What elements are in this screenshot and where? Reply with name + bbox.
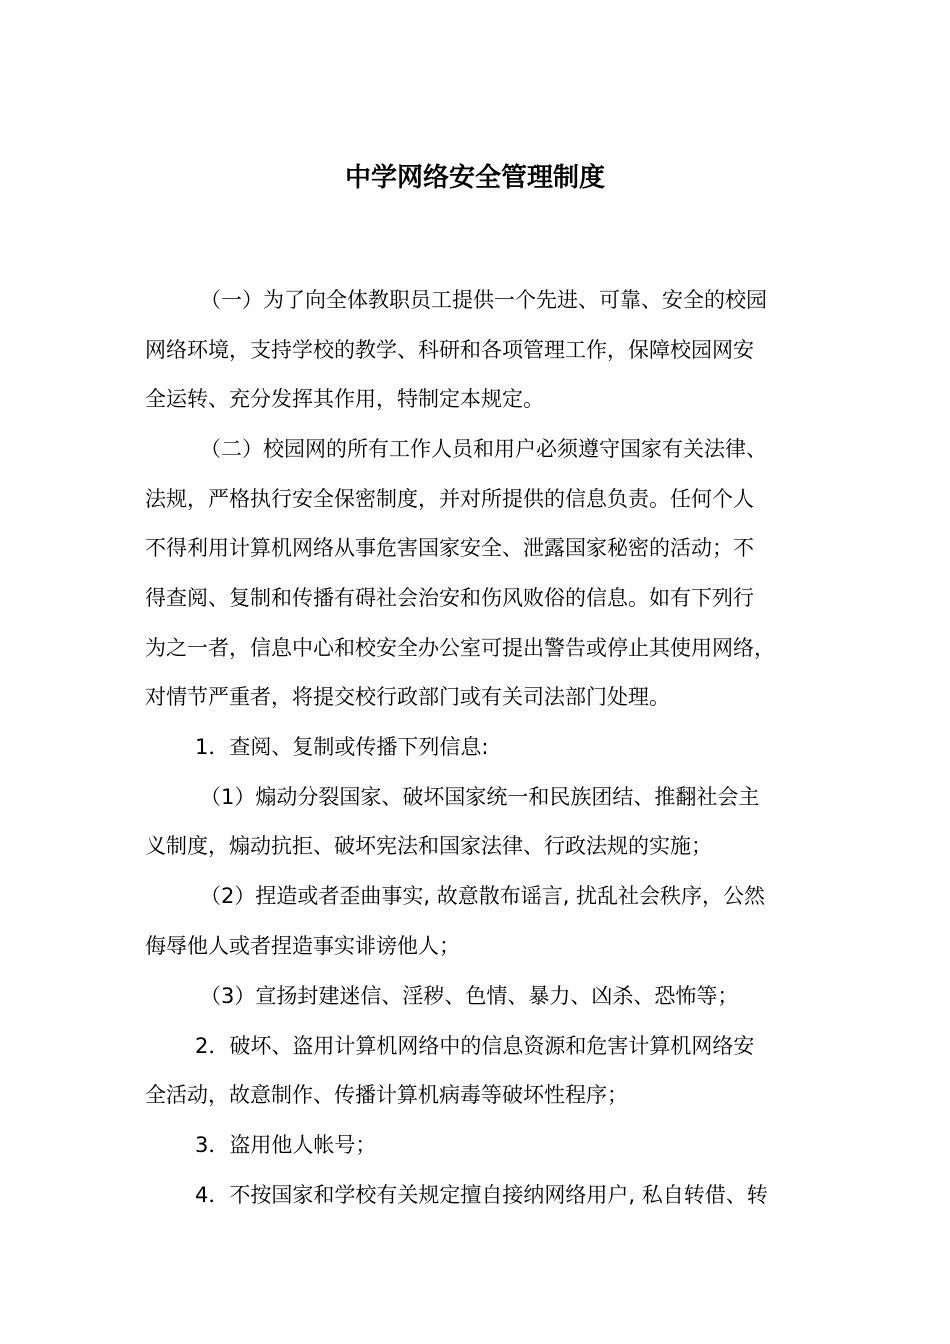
body-line: （二）校园网的所有工作人员和用户必须遵守国家有关法律、 [200,437,767,461]
list-item: （2）捏造或者歪曲事实, 故意散布谣言, 扰乱社会秩序，公然 [200,884,766,908]
body-line: 对情节严重者，将提交校行政部门或有关司法部门处理。 [145,685,670,709]
body-line: 得查阅、复制和传播有碍社会治安和伤风败俗的信息。如有下列行 [145,586,754,610]
list-item: 1．查阅、复制或传播下列信息: [195,735,489,759]
list-item: （1）煽动分裂国家、破坏国家统一和民族团结、推翻社会主 [200,785,760,809]
body-line: 义制度，煽动抗拒、破坏宪法和国家法律、行政法规的实施； [145,834,712,858]
body-line: 网络环境，支持学校的教学、科研和各项管理工作，保障校园网安 [145,338,754,362]
list-item: 2．破坏、盗用计算机网络中的信息资源和危害计算机网络安 [195,1034,755,1058]
body-line: 侮辱他人或者捏造事实诽谤他人； [145,934,460,958]
body-line: 不得利用计算机网络从事危害国家安全、泄露国家秘密的活动；不 [145,536,754,560]
body-line: （一）为了向全体教职员工提供一个先进、可靠、安全的校园 [200,288,767,312]
document-title: 中学网络安全管理制度 [344,163,605,193]
body-line: 全运转、充分发挥其作用，特制定本规定。 [145,387,544,411]
body-line: 全活动，故意制作、传播计算机病毒等破坏性程序； [145,1083,628,1107]
list-item: 3．盗用他人帐号； [195,1133,377,1157]
list-item: 4．不按国家和学校有关规定擅自接纳网络用户, 私自转借、转 [195,1183,768,1207]
list-item: （3）宣扬封建迷信、淫秽、色情、暴力、凶杀、恐怖等； [200,984,739,1008]
body-line: 为之一者，信息中心和校安全办公室可提出警告或停止其使用网络， [145,636,775,660]
body-line: 法规，严格执行安全保密制度，并对所提供的信息负责。任何个人 [145,487,754,511]
